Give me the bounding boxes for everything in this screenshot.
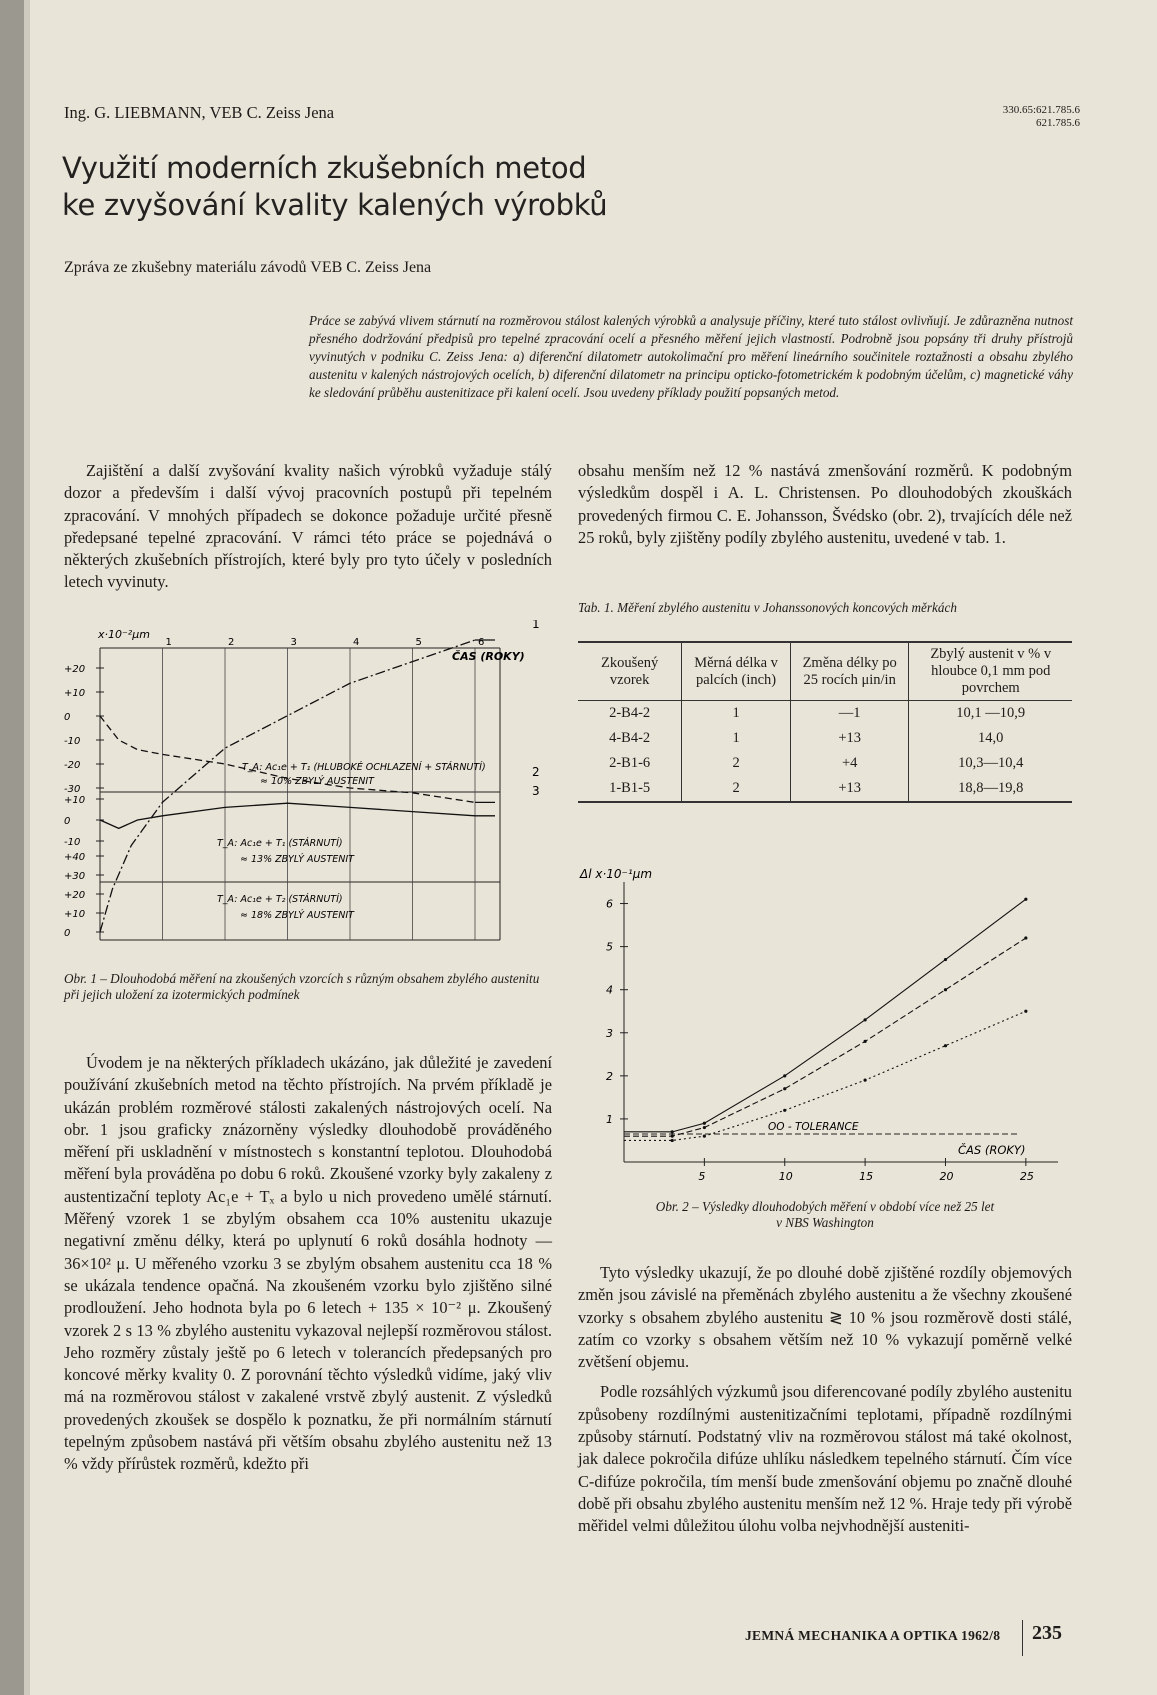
fig1-curve-label-2: 2 xyxy=(532,765,540,779)
fig1-x-tick-label: 5 xyxy=(415,637,422,648)
table-cell: 2 xyxy=(682,751,791,776)
fig2-xlabel: ČAS (ROKY) xyxy=(958,1143,1026,1157)
fig2-x-tick-label: 25 xyxy=(1019,1170,1034,1183)
fig2-data-point xyxy=(864,1040,867,1043)
table-cell: 1 xyxy=(682,726,791,751)
fig2-data-point xyxy=(671,1135,674,1138)
article-title xyxy=(62,150,607,224)
fig2-data-point xyxy=(864,1018,867,1021)
fig2-y-tick-label: 6 xyxy=(606,897,613,911)
udc-code xyxy=(930,104,1080,130)
table-cell: 10,1 —10,9 xyxy=(909,701,1072,727)
table-header-cell: Změna délky po 25 rocích μin/in xyxy=(790,642,909,701)
paragraph: obsahu menším než 12 % nastává zmenšování rozměrů. K podobným výsledkům dospěl i A. L. Christensen. Po dlouhodobých zkouškách provedených firmou C. E. Johansson, Švédsko (obr. 2), trvajících déle než 25 roků, byly zjištěny podíly zbylého austenitu, uvedené v tab. 1. xyxy=(578,461,1072,547)
fig1-x-tick-label: 4 xyxy=(353,637,360,648)
fig2-ylabel: Δl x·10⁻¹μm xyxy=(580,867,653,881)
fig1-y-tick-label: +10 xyxy=(64,688,86,699)
fig2-data-point xyxy=(671,1130,674,1133)
fig2-data-point xyxy=(864,1079,867,1082)
fig2-y-tick-label: 4 xyxy=(606,983,613,997)
table-cell: 2-B4-2 xyxy=(578,701,682,727)
table-row xyxy=(578,776,1072,802)
table-cell: +13 xyxy=(790,726,909,751)
journal-footer: JEMNÁ MECHANIKA A OPTIKA 1962/8 xyxy=(745,1628,1001,1643)
fig1-y-tick-label: +10 xyxy=(64,795,86,806)
fig1-note-1b: ≈ 10% ZBYLÝ AUSTENIT xyxy=(260,776,374,787)
fig1-curve-label-3: 3 xyxy=(532,784,540,798)
article-subtitle: Zpráva ze zkušebny materiálu závodů VEB C. Zeiss Jena xyxy=(64,259,432,276)
table-row xyxy=(578,726,1072,751)
table-cell: 1 xyxy=(682,701,791,727)
fig1-xlabel: ČAS (ROKY) xyxy=(452,650,525,663)
fig2-y-tick-label: 1 xyxy=(606,1112,613,1126)
fig1-x-tick-label: 1 xyxy=(165,637,172,648)
fig2-x-tick-label: 20 xyxy=(939,1170,954,1183)
figure-2-caption xyxy=(578,1199,1072,1231)
fig1-y-tick-label: +40 xyxy=(64,852,86,863)
fig1-y-tick-label: -10 xyxy=(64,837,81,848)
table-cell: 2 xyxy=(682,776,791,802)
fig2-data-point xyxy=(703,1135,706,1138)
table-cell: 14,0 xyxy=(909,726,1072,751)
fig1-note-1: T_A: Ac₁e + T₁ (HLUBOKÉ OCHLAZENÍ + STÁRNUTÍ) xyxy=(242,762,486,773)
fig2-y-tick-label: 5 xyxy=(606,940,613,954)
fig1-x-tick-label: 6 xyxy=(478,637,485,648)
fig2-tolerance-label: OO - TOLERANCE xyxy=(768,1121,859,1133)
paragraph: Podle rozsáhlých výzkumů jsou diferencované podíly zbylého austenitu způsobeny rozdílnými austenitizačními teplotami, případně rozdílnými způsoby stárnutí. Podstatný vliv na rozměrovou stálost má také okolnost, jak dalece pokročila difúze uhlíku následkem tepelného stárnutí. Čím více C-difúze pokročila, tím menší bude zmenšování objemu po značně dlouhé době při obsahu zbylého austenitu menším než 12 %. Hraje tedy při výrobě měřidel velmi důležitou úlohu volba nejvhodnější austeniti- xyxy=(578,1382,1072,1536)
fig2-caption-line-2: v NBS Washington xyxy=(776,1215,874,1230)
udc-line-1: 330.65:621.785.6 xyxy=(1002,104,1080,116)
title-line-2: ke zvyšování kvality kalených výrobků xyxy=(62,188,608,222)
table-cell: 2-B1-6 xyxy=(578,751,682,776)
fig1-x-tick-label: 2 xyxy=(228,637,235,648)
left-main-text xyxy=(64,1052,552,1476)
udc-line-2: 621.785.6 xyxy=(1036,117,1080,129)
fig2-x-tick-label: 10 xyxy=(778,1170,793,1183)
fig2-data-point xyxy=(1024,936,1027,939)
fig2-data-point xyxy=(944,1044,947,1047)
fig2-caption-line-1: Obr. 2 – Výsledky dlouhodobých měření v období více než 25 let xyxy=(655,1199,995,1214)
fig2-data-point xyxy=(671,1139,674,1142)
fig1-y-tick-label: -30 xyxy=(64,784,81,795)
paragraph: Zajištění a další zvyšování kvality našich výrobků vyžaduje stálý dozor a především i další vývoj pracovních postupů při tepelném zpracování. V mnohých případech se dokonce požaduje určité přesně předepsané tepelné zpracování. V rámci této práce se pojednává o některých zkušebních přístrojích, které byly pro tyto účely v posledních letech vyvinuty. xyxy=(64,461,552,592)
binding-shadow xyxy=(24,0,30,1695)
fig1-y-tick-label: 0 xyxy=(64,816,71,827)
fig1-y-tick-label: -20 xyxy=(64,760,81,771)
table-cell: 10,3—10,4 xyxy=(909,751,1072,776)
table-cell: 4-B4-2 xyxy=(578,726,682,751)
right-top-text xyxy=(578,460,1072,549)
footer-separator xyxy=(1022,1620,1023,1656)
fig2-x-tick-label: 15 xyxy=(859,1170,874,1183)
fig1-y-tick-label: 0 xyxy=(64,928,71,939)
table-header-cell: Měrná délka v palcích (inch) xyxy=(682,642,791,701)
fig2-y-tick-label: 3 xyxy=(606,1026,613,1040)
paragraph: Úvodem je na některých příkladech ukázáno, jak důležité je zavedení používání zkušebních metod na těchto přístrojích. Na prvém příkladě je ukázán problém rozměrové stálosti zakalených nástrojových ocelí. Na obr. 1 jsou graficky znázorněny výsledky dlouhodobě prováděného měření při uskladnění v místnostech s konstantní teplotou. Dlouhodobá měření byla prováděna po dobu 6 roků. Zkoušené vzorky byly zakaleny z austentizační teploty Ac₁e + Tₓ a bylo u nich provedeno umělé stárnutí. Měřený vzorek 1 se zbylým obsahem cca 10% austenitu ukazuje negativní změnu délky, která po uplynutí 6 roků dosáhla hodnoty — 36×10² μ. U měřeného vzorku 3 se zbylým obsahem austenitu cca 18 % se ukázala tendence opačná. Na zkoušeném vzorku bylo zjištěno silné prodloužení. Jeho hodnota byla po 6 letech + 135 × 10⁻² μ. Zkoušený vzorek 2 s 13 % zbylého austenitu vykazoval nejlepší rozměrovou stálost. Jeho rozměry zůstaly ještě po 6 letech v tolerancích předepsaných pro koncové měrky kvality 0. Z porovnání těchto výsledků vidíme, jaký vliv má na rozměrovou stálost v zakalené vrstvě zbylý austenit. Z výsledků provedených zkoušek se dospělo k poznatku, že při normálním stárnutí tepelným způsobem nastává při větším obsahu zbylého austenitu než 13 % vždy přírůstek rozměrů, kdežto při xyxy=(64,1053,552,1474)
figure-1 xyxy=(62,620,552,960)
fig1-y-tick-label: -10 xyxy=(64,736,81,747)
fig1-y-tick-label: 0 xyxy=(64,712,71,723)
table-1-caption: Tab. 1. Měření zbylého austenitu v Johanssonových koncových měrkách xyxy=(578,600,957,615)
table-cell: +4 xyxy=(790,751,909,776)
table-header-row xyxy=(578,642,1072,701)
fig2-data-point xyxy=(703,1122,706,1125)
fig1-y-tick-label: +20 xyxy=(64,664,86,675)
abstract: Práce se zabývá vlivem stárnutí na rozměrovou stálost kalených výrobků a analysuje příčiny, které tuto stálost ovlivňují. Je zdůrazněna nutnost přesného dodržování předpisů pro tepelné zpracování ocelí a přesného měření jejich vlastností. Podrobně jsou popsány tři druhy přístrojů vyvinutých v podniku C. Zeiss Jena: a) diferenční dilatometr autokolimační pro měření lineárního součinitele roztažnosti a obsahu zbylého austenitu v kalených nástrojových ocelích, b) diferenční dilatometr na principu opticko-fotometrickém k podobným účelům, c) magnetické váhy ke sledování průběhu austenitizace při kalení ocelí. Jsou uvedeny příklady použití popsaných metod. xyxy=(309,313,1073,400)
figure-2 xyxy=(578,862,1078,1197)
binding-gutter xyxy=(0,0,24,1695)
table-header-cell: Zbylý austenit v % v hloubce 0,1 mm pod povrchem xyxy=(909,642,1072,701)
fig2-series-1 xyxy=(624,899,1026,1132)
fig1-note-3: T_A: Ac₁e + T₂ (STÁRNUTÍ) xyxy=(217,894,343,905)
fig2-data-point xyxy=(783,1087,786,1090)
fig1-x-tick-label: 3 xyxy=(290,637,297,648)
fig2-data-point xyxy=(783,1074,786,1077)
table-row xyxy=(578,701,1072,727)
table-row xyxy=(578,751,1072,776)
fig1-y-tick-label: +30 xyxy=(64,871,86,882)
fig1-note-2b: ≈ 13% ZBYLÝ AUSTENIT xyxy=(240,854,354,865)
fig2-x-tick-label: 5 xyxy=(698,1170,706,1183)
table-cell: 1-B1-5 xyxy=(578,776,682,802)
table-cell: 18,8—19,8 xyxy=(909,776,1072,802)
fig2-y-tick-label: 2 xyxy=(606,1069,613,1083)
fig2-data-point xyxy=(944,988,947,991)
author-line: Ing. G. LIEBMANN, VEB C. Zeiss Jena xyxy=(64,103,335,122)
table-header-cell: Zkoušený vzorek xyxy=(578,642,682,701)
fig1-note-2: T_A: Ac₁e + T₁ (STÁRNUTÍ) xyxy=(217,838,343,849)
fig2-data-point xyxy=(944,958,947,961)
left-intro-text xyxy=(64,460,552,594)
fig2-data-point xyxy=(1024,1010,1027,1013)
table-cell: +13 xyxy=(790,776,909,802)
fig1-note-3b: ≈ 18% ZBYLÝ AUSTENIT xyxy=(240,910,354,921)
right-lower-text xyxy=(578,1262,1072,1538)
fig1-y-tick-label: +10 xyxy=(64,909,86,920)
title-line-1: Využití moderních zkušebních metod xyxy=(62,151,587,185)
table-1 xyxy=(578,641,1072,803)
paragraph: Tyto výsledky ukazují, že po dlouhé době zjištěné rozdíly objemových změn jsou závislé na přeměnách zbylého austenitu a že všechny zkoušené vzorky s obsahem zbylého austenitu ≷ 10 % jsou rozměrově dosti stálé, zatím co vzorky s obsahem větším než 10 % vykazují poměrně velké zvětšení objemu. xyxy=(578,1263,1072,1372)
fig2-data-point xyxy=(703,1126,706,1129)
fig1-curve-label-1: 1 xyxy=(532,620,540,631)
page-number: 235 xyxy=(1032,1622,1062,1644)
fig1-ylabel: x·10⁻²μm xyxy=(98,628,150,641)
fig2-data-point xyxy=(783,1109,786,1112)
figure-1-caption: Obr. 1 – Dlouhodobá měření na zkoušených vzorcích s různým obsahem zbylého austenitu při jejich uložení za izotermických podmínek xyxy=(64,971,540,1002)
fig2-data-point xyxy=(1024,898,1027,901)
fig1-y-tick-label: +20 xyxy=(64,890,86,901)
table-cell: —1 xyxy=(790,701,909,727)
